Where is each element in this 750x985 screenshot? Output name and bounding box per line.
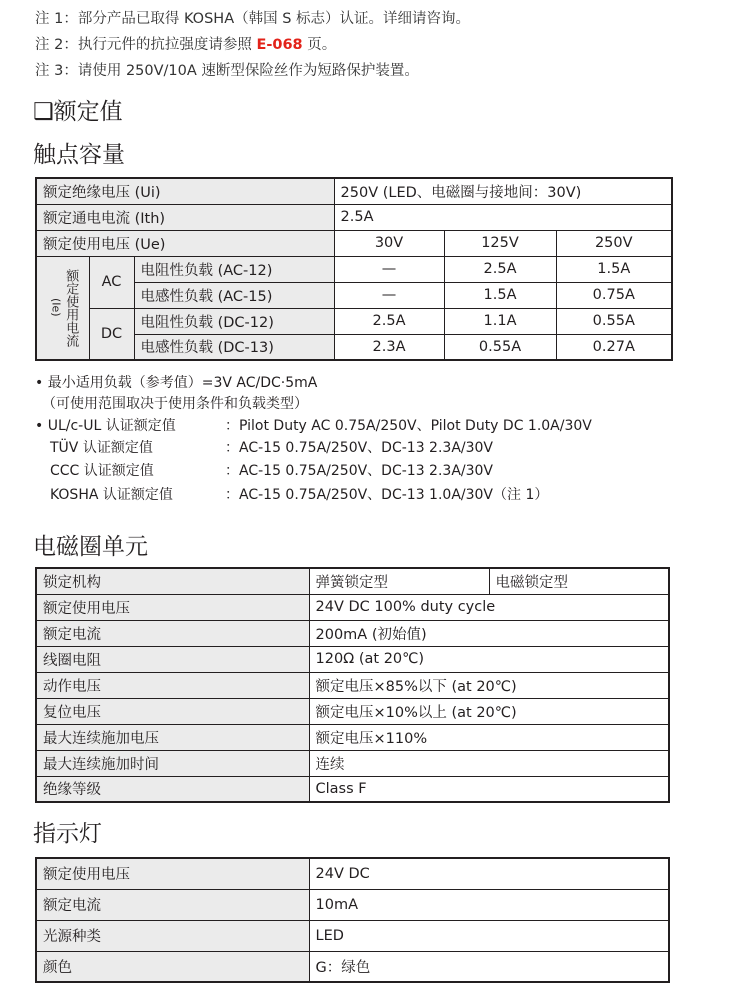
cell: 0.55A [444,334,556,360]
ie-sub: (Ie) [49,298,63,318]
row-label: 最大连续施加电压 [36,724,309,750]
indicator-table [35,857,670,983]
row-value: 额定电压×85%以下 (at 20℃) [309,672,669,698]
row-value: 10mA [309,889,669,920]
cert-tuv: TÜV 认证额定值 ：AC-15 0.75A/250V、DC-13 2.3A/30V [50,440,494,456]
row-label: 额定使用电压 [36,594,309,620]
table-row [36,230,672,256]
bullet-note: （可使用范围取决于使用条件和负载类型） [42,396,308,412]
contact-title: 触点容量 [33,142,125,168]
table-row [36,776,669,802]
row-value: 连续 [309,750,669,776]
table-row [36,308,672,334]
table-row [36,724,669,750]
row-label: 电感性负载 (AC-15) [134,282,334,308]
row-label: 颜色 [36,951,309,982]
table-row [36,698,669,724]
cell: 0.75A [556,282,672,308]
table-row [36,646,669,672]
cell: 弹簧锁定型 [309,568,489,594]
row-label: 电感性负载 (DC-13) [134,334,334,360]
row-value: Class F [309,776,669,802]
row-value: 2.5A [334,204,672,230]
row-label: 绝缘等级 [36,776,309,802]
cell: — [334,282,444,308]
contact-table [35,177,673,361]
table-row [36,594,669,620]
indicator-title: 指示灯 [33,821,102,847]
row-label: 线圈电阻 [36,646,309,672]
table-row [36,920,669,951]
table-row [36,568,669,594]
cell: — [334,256,444,282]
row-label: 额定电流 [36,620,309,646]
voltage-header: 125V [444,230,556,256]
voltage-header: 30V [334,230,444,256]
row-value: 200mA (初始值) [309,620,669,646]
table-row [36,204,672,230]
cell: 1.1A [444,308,556,334]
bullet-min-load: • 最小适用负载（参考值）=3V AC/DC·5mA [35,375,318,391]
table-row [36,178,672,204]
row-value: 250V (LED、电磁圈与接地间：30V) [334,178,672,204]
row-label: 额定使用电压 [36,858,309,889]
row-label: 锁定机构 [36,568,309,594]
cell: 2.5A [334,308,444,334]
coil-title: 电磁圈单元 [33,534,148,560]
row-label: 额定绝缘电压 (Ui) [36,178,334,204]
cert-ccc: CCC 认证额定值 ：AC-15 0.75A/250V、DC-13 2.3A/30V [50,463,494,479]
group-dc: DC [89,308,134,360]
page-link[interactable]: E-068 [256,37,303,53]
row-label: 最大连续施加时间 [36,750,309,776]
table-row [36,750,669,776]
note-3: 注 3：请使用 250V/10A 速断型保险丝作为短路保护装置。 [35,63,419,79]
row-value: 120Ω (at 20℃) [309,646,669,672]
table-row [36,256,672,282]
row-label: 电阻性负载 (DC-12) [134,308,334,334]
note-1: 注 1：部分产品已取得 KOSHA（韩国 S 标志）认证。详细请咨询。 [35,11,471,27]
table-row [36,620,669,646]
cell: 1.5A [556,256,672,282]
row-label: 额定电流 [36,889,309,920]
group-ac: AC [89,256,134,308]
cell: 2.3A [334,334,444,360]
table-row [36,858,669,889]
row-label: 电阻性负载 (AC-12) [134,256,334,282]
cell: 0.27A [556,334,672,360]
cell: 电磁锁定型 [489,568,669,594]
row-value: 24V DC [309,858,669,889]
row-value: 额定电压×10%以上 (at 20℃) [309,698,669,724]
row-value: 24V DC 100% duty cycle [309,594,669,620]
row-label: 复位电压 [36,698,309,724]
ie-text: 额定使用电流 [63,268,79,347]
cell: 1.5A [444,282,556,308]
table-row [36,951,669,982]
cert-ul: • UL/c-UL 认证额定值 ：Pilot Duty AC 0.75A/250V、Pilot Duty DC 1.0A/30V [35,418,592,434]
row-label: 额定通电电流 (Ith) [36,204,334,230]
section-title: ❑额定值 [33,99,123,125]
cell: 0.55A [556,308,672,334]
row-value: LED [309,920,669,951]
cell: 2.5A [444,256,556,282]
table-row [36,889,669,920]
cert-kosha: KOSHA 认证额定值 ：AC-15 0.75A/250V、DC-13 1.0A/30V（注 1） [50,487,549,503]
ie-label [36,256,89,360]
row-label: 额定使用电压 (Ue) [36,230,334,256]
note-2: 注 2：执行元件的抗拉强度请参照 E-068 页。 [35,37,337,53]
voltage-header: 250V [556,230,672,256]
row-value: 额定电压×110% [309,724,669,750]
row-label: 动作电压 [36,672,309,698]
row-value: G：绿色 [309,951,669,982]
table-row [36,672,669,698]
coil-table [35,567,670,803]
row-label: 光源种类 [36,920,309,951]
